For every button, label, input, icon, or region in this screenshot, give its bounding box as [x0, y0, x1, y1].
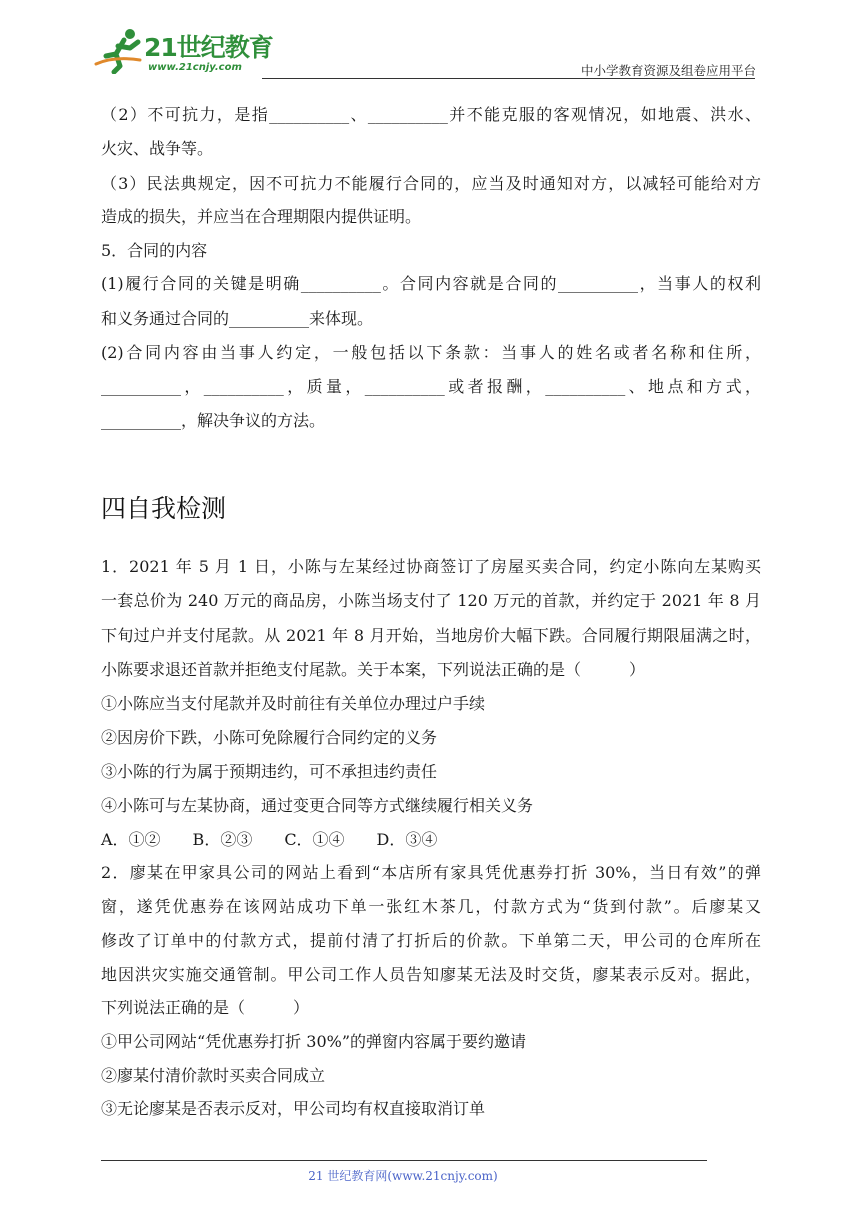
page-header — [0, 0, 860, 90]
text-line: ③无论廖某是否表示反对，甲公司均有权直接取消订单 — [101, 1099, 486, 1118]
text-line: ②因房价下跌，小陈可免除履行合同约定的义务 — [101, 728, 438, 747]
text-line: 下列说法正确的是（ ） — [101, 998, 310, 1017]
text-line: 5．合同的内容 — [101, 241, 208, 260]
runner-logo-icon — [94, 26, 148, 74]
text-line: 下旬过户并支付尾款。从 2021 年 8 月开始，当地房价大幅下跌。合同履行期限届满之时， — [101, 626, 761, 645]
text-line: （2）不可抗力，是指__________、__________并不能克服的客观情况，如地震、洪水、 — [101, 105, 761, 124]
text-line: A．①② B．②③ C．①④ D．③④ — [101, 830, 438, 849]
text-line: ①小陈应当支付尾款并及时前往有关单位办理过户手续 — [101, 694, 486, 713]
text-line: ①甲公司网站“凭优惠券打折 30%”的弹窗内容属于要约邀请 — [101, 1032, 527, 1051]
header-divider — [262, 78, 755, 79]
text-line: 和义务通过合同的__________来体现。 — [101, 309, 374, 328]
footer-divider — [101, 1160, 707, 1161]
text-line: （3）民法典规定，因不可抗力不能履行合同的，应当及时通知对方，以减轻可能给对方 — [101, 174, 761, 193]
text-line: 火灾、战争等。 — [101, 139, 214, 158]
text-line: ②廖某付清价款时买卖合同成立 — [101, 1066, 326, 1085]
platform-title: 中小学教育资源及组卷应用平台 — [580, 63, 756, 78]
footer-link[interactable]: 21 世纪教育网(www.21cnjy.com) — [308, 1169, 498, 1183]
text-line: ④小陈可与左某协商，通过变更合同等方式继续履行相关义务 — [101, 796, 534, 815]
text-line: 窗，遂凭优惠券在该网站成功下单一张红木茶几，付款方式为“货到付款”。后廖某又 — [101, 897, 761, 916]
text-line: 一套总价为 240 万元的商品房，小陈当场支付了 120 万元的首款，并约定于 2021 年 8 月 — [101, 591, 761, 610]
text-line: (2)合同内容由当事人约定，一般包括以下条款：当事人的姓名或者名称和住所， — [101, 343, 761, 362]
logo-url: www.21cnjy.com — [148, 62, 242, 73]
text-line: 地因洪灾实施交通管制。甲公司工作人员告知廖某无法及时交货，廖某表示反对。据此， — [101, 965, 761, 984]
logo-text: 21世纪教育 — [144, 33, 273, 62]
text-line: __________，解决争议的方法。 — [101, 411, 326, 430]
text-line: 2．廖某在甲家具公司的网站上看到“本店所有家具凭优惠券打折 30%，当日有效”的弹 — [101, 863, 761, 882]
site-logo[interactable] — [94, 26, 273, 82]
section-heading: 四自我检测 — [101, 494, 227, 523]
text-line: 造成的损失，并应当在合理期限内提供证明。 — [101, 207, 422, 226]
text-line: ③小陈的行为属于预期违约，可不承担违约责任 — [101, 762, 438, 781]
text-line: 修改了订单中的付款方式，提前付清了打折后的价款。下单第二天，甲公司的仓库所在 — [101, 931, 761, 950]
text-line: 小陈要求退还首款并拒绝支付尾款。关于本案，下列说法正确的是（ ） — [101, 660, 646, 679]
text-line: __________，__________，质量，__________或者报酬，__________、地点和方式， — [101, 377, 761, 396]
text-line: (1)履行合同的关键是明确__________。合同内容就是合同的__________，当事人的权利 — [101, 274, 761, 293]
text-line: 1．2021 年 5 月 1 日，小陈与左某经过协商签订了房屋买卖合同，约定小陈向左某购买 — [101, 557, 761, 576]
